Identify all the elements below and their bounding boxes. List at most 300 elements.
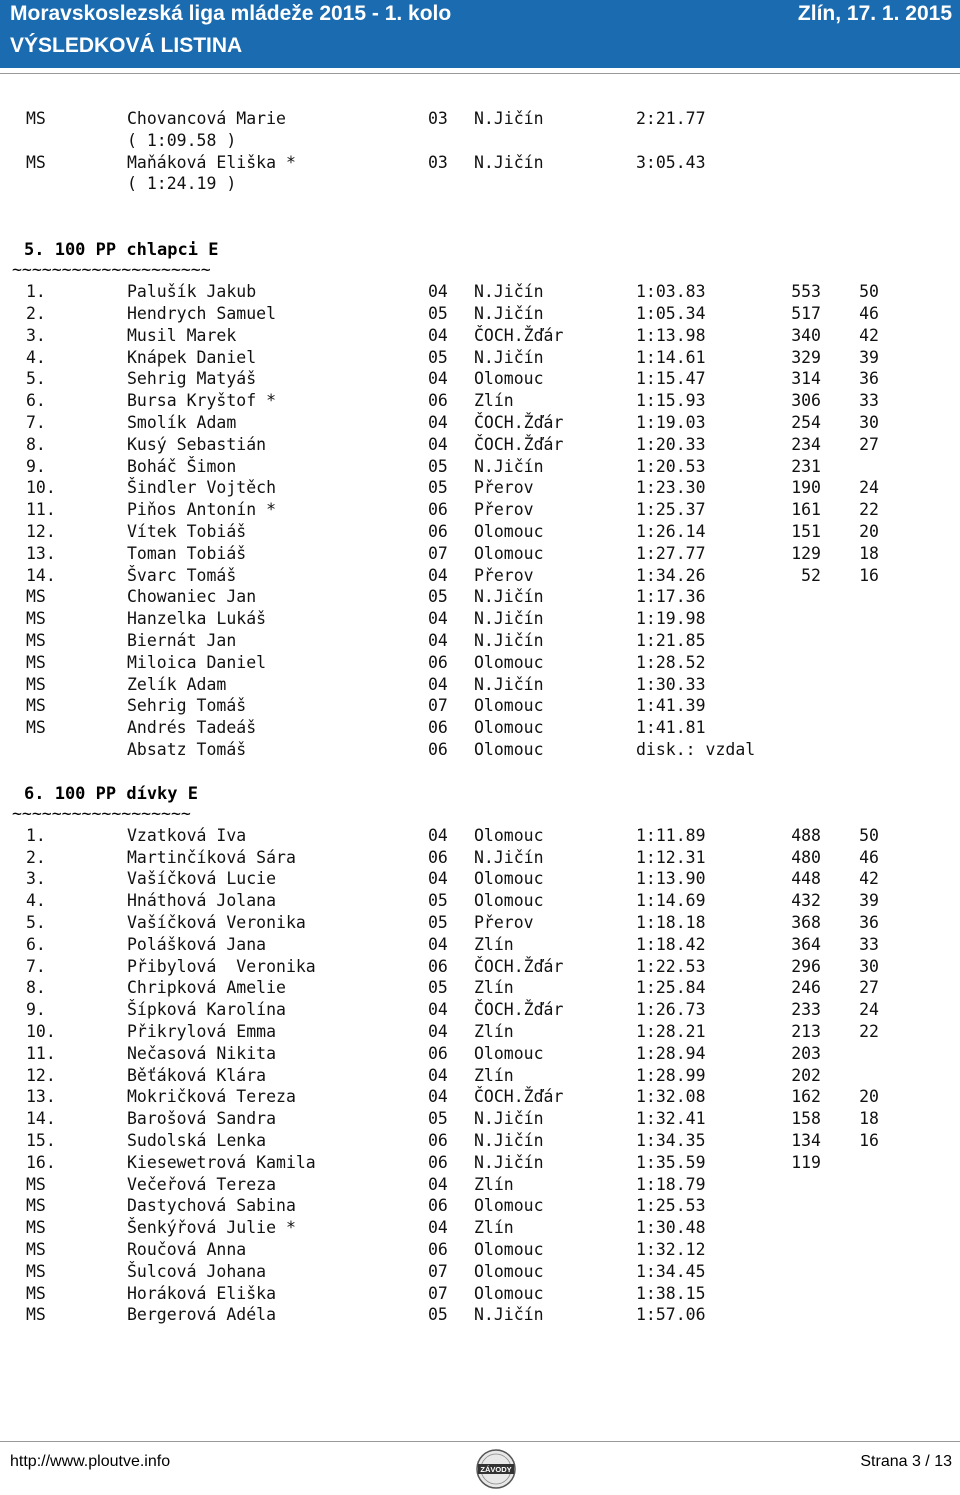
swimmer-name: Boháč Šimon: [127, 456, 237, 476]
club: N.Jičín: [474, 109, 544, 128]
fina-points: 213: [791, 1022, 821, 1041]
swimmer-name: Roučová Anna: [127, 1240, 247, 1259]
result-row: [0, 1261, 960, 1283]
event-heading: 6. 100 PP dívky E: [24, 783, 198, 804]
birth-year: 06: [428, 847, 448, 867]
birth-year: 06: [428, 391, 448, 411]
fina-points: 246: [791, 978, 821, 998]
fina-points: 151: [791, 522, 821, 541]
result-row: [0, 847, 960, 869]
club: Olomouc: [474, 369, 544, 389]
rank: 13.: [26, 1087, 56, 1107]
rank: 14.: [26, 565, 56, 585]
swimmer-name: Bergerová Adéla: [127, 1305, 277, 1325]
rank: 9.: [26, 456, 46, 476]
score: 30: [859, 956, 879, 976]
swimmer-name: Kusý Sebastián: [127, 434, 267, 454]
result-row: [0, 652, 960, 674]
birth-year: 05: [428, 1109, 448, 1129]
club: Olomouc: [474, 652, 544, 672]
swimmer-name: Přibylová Veronika: [127, 956, 316, 976]
time: 1:25.37: [636, 500, 706, 520]
swimmer-name: Šípková Karolína: [127, 1000, 286, 1020]
time: 1:17.36: [636, 587, 706, 607]
fina-points: 254: [791, 413, 821, 432]
swimmer-name: Vítek Tobiáš: [127, 522, 247, 541]
fina-points: 314: [791, 369, 821, 389]
rank: MS: [26, 109, 46, 128]
fina-points: 134: [791, 1131, 821, 1150]
club: Olomouc: [474, 1240, 544, 1259]
club: ČOCH.Žďár: [474, 1087, 564, 1107]
swimmer-name: Biernát Jan: [127, 631, 237, 650]
swimmer-name: Šulcová Johana: [127, 1261, 267, 1281]
swimmer-name: Hnáthová Jolana: [127, 891, 277, 911]
fina-points: 161: [791, 500, 821, 520]
time: 1:32.08: [636, 1087, 706, 1107]
rank: 5.: [26, 369, 46, 389]
score: 27: [859, 978, 879, 998]
event-heading: 5. 100 PP chlapci E: [24, 240, 219, 261]
tilde-underline: ~~~~~~~~~~~~~~~~~~~~: [12, 260, 211, 280]
swimmer-name: Chowaniec Jan: [127, 587, 257, 607]
club: Zlín: [474, 934, 514, 954]
birth-year: 05: [428, 304, 448, 323]
score: 33: [859, 934, 879, 954]
score: 50: [859, 282, 879, 302]
birth-year: 04: [428, 325, 448, 345]
rank: MS: [26, 1218, 46, 1238]
fina-points: 234: [791, 434, 821, 454]
fina-points: 158: [791, 1109, 821, 1129]
birth-year: 04: [428, 934, 448, 954]
time: 1:26.14: [636, 522, 706, 541]
birth-year: 06: [428, 652, 448, 672]
fina-points: 329: [791, 347, 821, 367]
swimmer-name: Vašíčková Lucie: [127, 869, 277, 889]
result-row: [0, 1086, 960, 1108]
rank: MS: [26, 1240, 46, 1259]
rank: MS: [26, 718, 46, 738]
club: Zlín: [474, 1022, 514, 1041]
time: 1:14.69: [636, 891, 706, 911]
rank: 6.: [26, 391, 46, 411]
swimmer-name: Bursa Kryštof *: [127, 391, 277, 411]
club: N.Jičín: [474, 1152, 544, 1172]
swimmer-name: Palušík Jakub: [127, 282, 257, 302]
result-row: [0, 281, 960, 303]
club: Přerov: [474, 478, 534, 498]
score: 27: [859, 434, 879, 454]
result-row: [0, 956, 960, 978]
birth-year: 04: [428, 631, 448, 650]
result-row: [0, 1283, 960, 1305]
result-row: [0, 152, 960, 174]
result-row: [0, 303, 960, 325]
result-row: [0, 912, 960, 934]
score: 30: [859, 413, 879, 432]
result-row: [0, 1108, 960, 1130]
rank: 13.: [26, 543, 56, 563]
time: 1:12.31: [636, 847, 706, 867]
score: 24: [859, 478, 879, 498]
swimmer-name: Martinčíková Sára: [127, 847, 296, 867]
rank: 14.: [26, 1109, 56, 1129]
birth-year: 04: [428, 609, 448, 629]
result-row: [0, 173, 960, 195]
result-row: [0, 456, 960, 478]
birth-year: 05: [428, 1305, 448, 1325]
club: Olomouc: [474, 543, 544, 563]
time: 1:22.53: [636, 956, 706, 976]
fina-points: 162: [791, 1087, 821, 1107]
club: Olomouc: [474, 740, 544, 759]
time: 2:21.77: [636, 109, 706, 128]
club: Olomouc: [474, 869, 544, 889]
time: 1:26.73: [636, 1000, 706, 1020]
birth-year: 05: [428, 478, 448, 498]
rank: MS: [26, 631, 46, 650]
time: 1:28.21: [636, 1022, 706, 1041]
birth-year: 06: [428, 1152, 448, 1172]
rank: 2.: [26, 847, 46, 867]
time: 1:18.42: [636, 934, 706, 954]
result-row: [0, 477, 960, 499]
time: 1:28.52: [636, 652, 706, 672]
result-row: [0, 890, 960, 912]
rank: MS: [26, 674, 46, 694]
rank: 12.: [26, 1065, 56, 1085]
birth-year: 03: [428, 152, 448, 172]
birth-year: 04: [428, 1065, 448, 1085]
birth-year: 04: [428, 825, 448, 845]
score: 18: [859, 1109, 879, 1129]
fina-points: 306: [791, 391, 821, 411]
rank: 12.: [26, 522, 56, 541]
club: Olomouc: [474, 1261, 544, 1281]
birth-year: 06: [428, 522, 448, 541]
time: 1:13.98: [636, 325, 706, 345]
result-row: [0, 434, 960, 456]
club: Olomouc: [474, 1283, 544, 1303]
time: 1:15.47: [636, 369, 706, 389]
birth-year: 06: [428, 718, 448, 738]
time: 1:34.26: [636, 565, 706, 585]
split-time: ( 1:24.19 ): [127, 174, 237, 194]
rank: 3.: [26, 325, 46, 345]
score: 24: [859, 1000, 879, 1020]
swimmer-name: Dastychová Sabina: [127, 1196, 296, 1216]
club: ČOCH.Žďár: [474, 956, 564, 976]
rank: MS: [26, 652, 46, 672]
result-row: [0, 1152, 960, 1174]
result-row: [0, 1043, 960, 1065]
rank: 7.: [26, 413, 46, 432]
time: 1:41.81: [636, 718, 706, 738]
fina-points: 368: [791, 913, 821, 932]
split-time: ( 1:09.58 ): [127, 130, 237, 150]
birth-year: 06: [428, 1043, 448, 1063]
swimmer-name: Sehrig Matyáš: [127, 369, 257, 389]
result-row: [0, 630, 960, 652]
rank: 3.: [26, 869, 46, 889]
fina-points: 190: [791, 478, 821, 498]
time: 1:11.89: [636, 825, 706, 845]
result-row: [0, 695, 960, 717]
swimmer-name: Šenkýřová Julie *: [127, 1218, 296, 1238]
birth-year: 06: [428, 500, 448, 520]
swimmer-name: Běťáková Klára: [127, 1065, 267, 1085]
club: Olomouc: [474, 1043, 544, 1063]
footer-url-link[interactable]: http://www.ploutve.info: [10, 1453, 171, 1470]
result-row: [0, 674, 960, 696]
fina-points: 340: [791, 325, 821, 345]
swimmer-name: Polášková Jana: [127, 934, 267, 954]
time: 3:05.43: [636, 152, 706, 172]
club: N.Jičín: [474, 631, 544, 650]
score: 16: [859, 565, 879, 585]
time: 1:05.34: [636, 304, 706, 323]
result-row: [0, 1065, 960, 1087]
score: 22: [859, 1022, 879, 1041]
rank: 4.: [26, 347, 46, 367]
result-row: [0, 586, 960, 608]
birth-year: 04: [428, 565, 448, 585]
score: 20: [859, 522, 879, 541]
fina-points: 203: [791, 1043, 821, 1063]
rank: 15.: [26, 1131, 56, 1150]
club: N.Jičín: [474, 609, 544, 629]
club: N.Jičín: [474, 674, 544, 694]
swimmer-name: Smolík Adam: [127, 413, 237, 432]
rank: MS: [26, 1196, 46, 1216]
swimmer-name: Absatz Tomáš: [127, 740, 247, 759]
score: 39: [859, 891, 879, 911]
fina-points: 296: [791, 956, 821, 976]
birth-year: 05: [428, 347, 448, 367]
place-date: Zlín, 17. 1. 2015: [797, 2, 952, 25]
time: 1:32.41: [636, 1109, 706, 1129]
birth-year: 06: [428, 956, 448, 976]
result-row: [0, 368, 960, 390]
club: N.Jičín: [474, 847, 544, 867]
result-row: [0, 739, 960, 761]
fina-points: 202: [791, 1065, 821, 1085]
fina-points: 231: [791, 456, 821, 476]
birth-year: 05: [428, 913, 448, 932]
result-row: [0, 1174, 960, 1196]
swimmer-name: Vašíčková Veronika: [127, 913, 306, 932]
rank: MS: [26, 1261, 46, 1281]
rank: MS: [26, 609, 46, 629]
fina-points: 364: [791, 934, 821, 954]
score: 42: [859, 325, 879, 345]
rank: 11.: [26, 1043, 56, 1063]
result-row: [0, 1130, 960, 1152]
time: 1:32.12: [636, 1240, 706, 1259]
club: Olomouc: [474, 1196, 544, 1216]
club: Přerov: [474, 500, 534, 520]
swimmer-name: Andrés Tadeáš: [127, 718, 257, 738]
swimmer-name: Miloica Daniel: [127, 652, 267, 672]
club: N.Jičín: [474, 282, 544, 302]
swimmer-name: Vzatková Iva: [127, 825, 247, 845]
birth-year: 04: [428, 674, 448, 694]
swimmer-name: Piňos Antonín *: [127, 500, 277, 520]
page-footer: [0, 1448, 960, 1488]
event-underline: [0, 259, 960, 281]
time: 1:34.45: [636, 1261, 706, 1281]
birth-year: 06: [428, 1131, 448, 1150]
swimmer-name: Sudolská Lenka: [127, 1131, 267, 1150]
rank: 8.: [26, 978, 46, 998]
score: 50: [859, 825, 879, 845]
time: 1:35.59: [636, 1152, 706, 1172]
rank: 11.: [26, 500, 56, 520]
birth-year: 07: [428, 696, 448, 716]
time: 1:57.06: [636, 1305, 706, 1325]
time: 1:14.61: [636, 347, 706, 367]
swimmer-name: Toman Tobiáš: [127, 543, 247, 563]
birth-year: 04: [428, 1174, 448, 1194]
time: 1:21.85: [636, 631, 706, 650]
result-row: [0, 499, 960, 521]
score: 39: [859, 347, 879, 367]
rank: 6.: [26, 934, 46, 954]
time: 1:28.99: [636, 1065, 706, 1085]
time: 1:27.77: [636, 543, 706, 563]
birth-year: 04: [428, 1218, 448, 1238]
rank: 9.: [26, 1000, 46, 1020]
fina-points: 553: [791, 282, 821, 302]
time: 1:15.93: [636, 391, 706, 411]
result-row: [0, 868, 960, 890]
club: Olomouc: [474, 522, 544, 541]
birth-year: 07: [428, 543, 448, 563]
rank: 1.: [26, 825, 46, 845]
rank: MS: [26, 696, 46, 716]
club: Přerov: [474, 913, 534, 932]
results-list-title: VÝSLEDKOVÁ LISTINA: [10, 34, 243, 57]
birth-year: 05: [428, 978, 448, 998]
score: 46: [859, 847, 879, 867]
time: 1:30.48: [636, 1218, 706, 1238]
swimmer-name: Sehrig Tomáš: [127, 696, 247, 716]
time: 1:25.53: [636, 1196, 706, 1216]
fina-points: 432: [791, 891, 821, 911]
rank: 8.: [26, 434, 46, 454]
time: 1:23.30: [636, 478, 706, 498]
swimmer-name: Chovancová Marie: [127, 109, 286, 128]
swimmer-name: Přikrylová Emma: [127, 1022, 277, 1041]
score: 22: [859, 500, 879, 520]
result-row: [0, 565, 960, 587]
club: N.Jičín: [474, 304, 544, 323]
time: 1:18.79: [636, 1174, 706, 1194]
birth-year: 07: [428, 1261, 448, 1281]
result-row: [0, 608, 960, 630]
fina-points: 233: [791, 1000, 821, 1020]
rank: MS: [26, 587, 46, 607]
birth-year: 04: [428, 1087, 448, 1107]
event-title: [0, 783, 960, 805]
result-row: [0, 543, 960, 565]
birth-year: 06: [428, 1196, 448, 1216]
swimmer-name: Hanzelka Lukáš: [127, 609, 267, 629]
tilde-underline: ~~~~~~~~~~~~~~~~~~: [12, 803, 191, 823]
rank: 5.: [26, 913, 46, 932]
result-row: [0, 108, 960, 130]
swimmer-name: Barošová Sandra: [127, 1109, 277, 1129]
swimmer-name: Maňáková Eliška *: [127, 152, 296, 172]
event-underline: [0, 803, 960, 825]
swimmer-name: Musil Marek: [127, 325, 237, 345]
rank: 4.: [26, 891, 46, 911]
result-row: [0, 1217, 960, 1239]
club: Přerov: [474, 565, 534, 585]
score: 36: [859, 369, 879, 389]
club: ČOCH.Žďár: [474, 413, 564, 432]
swimmer-name: Knápek Daniel: [127, 347, 257, 367]
time: 1:13.90: [636, 869, 706, 889]
time: 1:38.15: [636, 1283, 706, 1303]
birth-year: 05: [428, 456, 448, 476]
club: N.Jičín: [474, 1131, 544, 1150]
club: ČOCH.Žďár: [474, 325, 564, 345]
birth-year: 04: [428, 1000, 448, 1020]
swimmer-name: Švarc Tomáš: [127, 565, 237, 585]
birth-year: 04: [428, 869, 448, 889]
swimmer-name: Horáková Eliška: [127, 1283, 277, 1303]
rank: 10.: [26, 1022, 56, 1041]
birth-year: 07: [428, 1283, 448, 1303]
result-row: [0, 347, 960, 369]
birth-year: 03: [428, 109, 448, 128]
birth-year: 04: [428, 434, 448, 454]
rank: 1.: [26, 282, 46, 302]
result-row: [0, 1195, 960, 1217]
club: N.Jičín: [474, 587, 544, 607]
club: Zlín: [474, 1065, 514, 1085]
result-row: [0, 325, 960, 347]
time: 1:18.18: [636, 913, 706, 932]
club: Zlín: [474, 1218, 514, 1238]
competition-title: Moravskoslezská liga mládeže 2015 - 1. kolo: [10, 2, 452, 25]
club: N.Jičín: [474, 1109, 544, 1129]
fina-points: 52: [801, 565, 821, 585]
swimmer-name: Zelík Adam: [127, 674, 227, 694]
birth-year: 05: [428, 891, 448, 911]
rank: 2.: [26, 304, 46, 323]
swimmer-name: Nečasová Nikita: [127, 1043, 277, 1063]
time: 1:34.35: [636, 1131, 706, 1150]
club: Olomouc: [474, 825, 544, 845]
result-row: [0, 390, 960, 412]
score: 46: [859, 304, 879, 323]
time: 1:20.53: [636, 456, 706, 476]
club: Zlín: [474, 391, 514, 411]
footer-rule: [0, 1441, 960, 1442]
club: N.Jičín: [474, 1305, 544, 1325]
birth-year: 04: [428, 369, 448, 389]
result-row: [0, 1021, 960, 1043]
result-row: [0, 412, 960, 434]
birth-year: 04: [428, 1022, 448, 1041]
rank: MS: [26, 152, 46, 172]
result-row: [0, 999, 960, 1021]
fina-points: 129: [791, 543, 821, 563]
club: N.Jičín: [474, 347, 544, 367]
